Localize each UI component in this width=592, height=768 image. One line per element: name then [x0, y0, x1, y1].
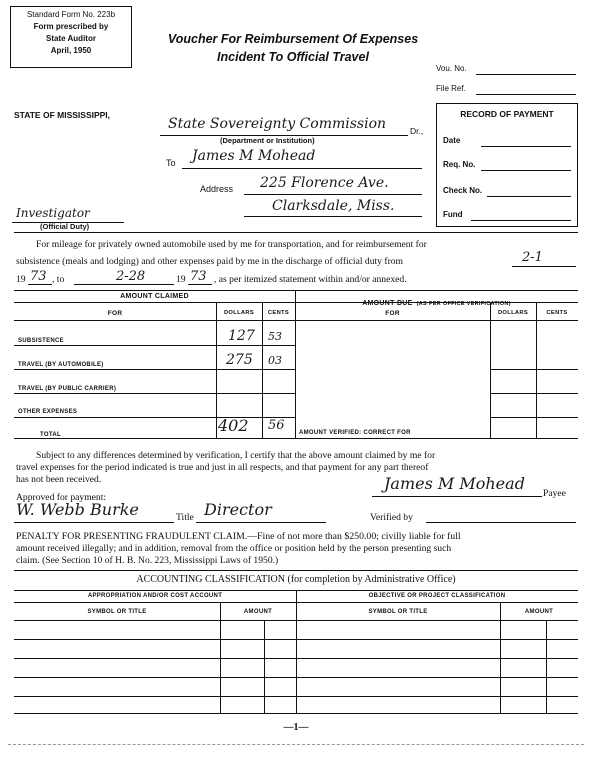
table-row-label: TOTAL	[40, 432, 61, 438]
due-row-rule-2	[490, 369, 578, 370]
department-caption: (Department or Institution)	[220, 136, 315, 145]
claimed-cents-header: CENTS	[267, 310, 290, 316]
claimed-dollars-divider	[216, 302, 217, 439]
section-divider	[14, 232, 578, 233]
verified-by-line[interactable]	[426, 522, 576, 523]
payee-address-label: Address	[200, 184, 234, 194]
approver-title-label: Title	[176, 512, 194, 523]
table-bottom-rule	[14, 438, 578, 439]
payment-req-label: Req. No.	[443, 160, 476, 169]
address-line-2	[244, 216, 422, 217]
page-subtitle: Incident To Official Travel	[217, 50, 369, 64]
record-of-payment-box	[436, 103, 578, 227]
claimed-dollars-header: DOLLARS	[223, 310, 255, 316]
page-number: —1—	[283, 722, 309, 733]
page-title: Voucher For Reimbursement Of Expenses	[167, 32, 419, 46]
acct-right-amount-divider	[500, 602, 501, 714]
payee-name-value: James M Mohead	[192, 148, 316, 164]
statement-year-2-line	[188, 284, 212, 285]
verified-by-label: Verified by	[370, 512, 413, 523]
approver-signature: W. Webb Burke	[16, 500, 139, 519]
payee-signature: James M Mohead	[384, 474, 525, 493]
form-prescribed: Form prescribed by	[33, 22, 109, 31]
payee-label: Payee	[543, 488, 566, 499]
statement-from-value: 2-1	[522, 250, 543, 265]
payee-address-line1: 225 Florence Ave.	[260, 175, 389, 191]
table-top-rule	[14, 290, 578, 291]
amount-verified-label: AMOUNT VERIFIED: CORRECT FOR	[299, 430, 411, 436]
statement-to-label: , to	[52, 274, 65, 285]
page-bottom-edge	[8, 744, 584, 745]
amount-table	[14, 290, 578, 440]
payment-check-label: Check No.	[443, 186, 483, 195]
table-row-label: TRAVEL (BY AUTOMOBILE)	[18, 362, 104, 368]
approver-title-line	[196, 522, 326, 523]
statement-year-2: 73	[190, 269, 207, 284]
payee-signature-line	[372, 496, 542, 497]
payment-fund-label: Fund	[443, 210, 463, 219]
table-row-label: SUBSISTENCE	[18, 338, 64, 344]
statement-line-1: For mileage for privately owned automobile used by me for transportation, and for reimbursement for	[36, 239, 427, 250]
due-for-header: FOR	[385, 310, 400, 317]
acct-right-cents-divider	[546, 620, 547, 714]
due-dollars-divider	[490, 302, 491, 439]
due-row-rule-4	[490, 417, 578, 418]
table-row-dollars: 275	[226, 352, 253, 368]
row-rule-3	[14, 393, 295, 394]
row-rule-4	[14, 417, 295, 418]
voucher-number-line[interactable]	[476, 74, 576, 75]
payment-check-line[interactable]	[487, 196, 571, 197]
address-line-1	[244, 194, 422, 195]
due-dollars-header: DOLLARS	[497, 310, 529, 316]
row-rule-2	[14, 369, 295, 370]
amount-claimed-header: AMOUNT CLAIMED	[120, 293, 189, 300]
amount-due-header: AMOUNT DUE	[362, 300, 413, 307]
acct-right-symbol-header: SYMBOL OR TITLE	[368, 609, 428, 615]
table-row-dollars: 127	[228, 328, 255, 344]
certification-line-2: travel expenses for the period indicated is true and just in all respects, and that payment for any part thereof	[16, 462, 429, 473]
official-duty-value: Investigator	[16, 206, 90, 220]
table-row-cents: 53	[268, 330, 282, 343]
penalty-line-3: claim. (See Section 10 of H. B. No. 223, Mississippi Laws of 1950.)	[16, 555, 279, 566]
table-row-label: OTHER EXPENSES	[18, 409, 78, 415]
accounting-table	[14, 590, 578, 714]
acct-left-symbol-header: SYMBOL OR TITLE	[87, 609, 147, 615]
statement-tail: , as per itemized statement within and/or annexed.	[214, 274, 407, 285]
statement-year-1: 73	[30, 269, 47, 284]
acct-left-amount-divider	[220, 602, 221, 714]
form-number: Standard Form No. 223b	[26, 10, 116, 19]
statement-to-value: 2-28	[116, 269, 146, 284]
payee-address-line2: Clarksdale, Miss.	[272, 198, 395, 214]
approved-label: Approved for payment:	[16, 492, 107, 503]
statement-year-prefix-1: 19	[16, 274, 26, 285]
payee-name-line	[182, 168, 422, 169]
acct-left-cents-divider	[264, 620, 265, 714]
voucher-number-label: Vou. No.	[436, 64, 467, 73]
certification-line-3: has not been received.	[16, 474, 102, 485]
statement-to-line	[74, 284, 174, 285]
objective-header: OBJECTIVE OR PROJECT CLASSIFICATION	[368, 593, 506, 599]
statement-line-2: subsistence (meals and lodging) and other expenses paid by me in the discharge of official duty from	[16, 256, 404, 267]
payment-date-line[interactable]	[481, 146, 571, 147]
penalty-line-1: PENALTY FOR PRESENTING FRAUDULENT CLAIM.—Fine of not more than $250.00; civilly liable for full	[16, 531, 461, 542]
payment-date-label: Date	[443, 136, 461, 145]
acct-left-amount-header: AMOUNT	[243, 609, 273, 615]
claimed-cents-divider	[262, 302, 263, 439]
table-row-cents: 56	[268, 418, 285, 433]
table-row-label: TRAVEL (BY PUBLIC CARRIER)	[18, 386, 117, 392]
form-auditor: State Auditor	[46, 34, 96, 43]
department-dr: Dr.,	[410, 126, 424, 136]
statement-from-line	[512, 266, 576, 267]
accounting-title: ACCOUNTING CLASSIFICATION (for completion by Administrative Office)	[136, 574, 456, 585]
payment-fund-line[interactable]	[471, 220, 571, 221]
amount-due-subheader: (AS PER OFFICE VERIFICATION)	[416, 301, 511, 307]
table-subheader-rule	[14, 320, 578, 321]
record-of-payment-title: RECORD OF PAYMENT	[460, 109, 554, 119]
certification-line-1: Subject to any differences determined by verification, I certify that the above amount claimed by me for	[36, 450, 436, 461]
payment-req-line[interactable]	[481, 170, 571, 171]
due-row-rule-3	[490, 393, 578, 394]
appropriation-header: APPROPRIATION AND/OR COST ACCOUNT	[87, 593, 223, 599]
file-ref-label: File Ref.	[436, 84, 466, 93]
statement-year-1-line	[28, 284, 52, 285]
approver-signature-line	[14, 522, 174, 523]
department-value: State Sovereignty Commission	[168, 116, 387, 132]
acct-right-amount-header: AMOUNT	[524, 609, 554, 615]
payee-to-label: To	[166, 158, 176, 168]
form-date: April, 1950	[50, 46, 92, 55]
table-row-dollars: 402	[218, 416, 249, 435]
amount-due-header-wrap	[295, 292, 578, 310]
statement-year-prefix-2: 19	[176, 274, 186, 285]
official-duty-caption: (Official Duty)	[40, 222, 90, 231]
table-row-cents: 03	[268, 354, 282, 367]
form-info-box	[10, 6, 132, 68]
accounting-top-rule	[14, 570, 578, 571]
penalty-line-2: amount received illegally; and in addition, removal from the office or position held by the person presenting such	[16, 543, 452, 554]
due-cents-divider	[536, 302, 537, 439]
row-rule-1	[14, 345, 295, 346]
file-ref-line[interactable]	[476, 94, 576, 95]
state-label: STATE OF MISSISSIPPI,	[14, 110, 111, 120]
approver-title-value: Director	[204, 500, 272, 519]
due-cents-header: CENTS	[546, 310, 568, 316]
claimed-for-header: FOR	[107, 310, 123, 317]
